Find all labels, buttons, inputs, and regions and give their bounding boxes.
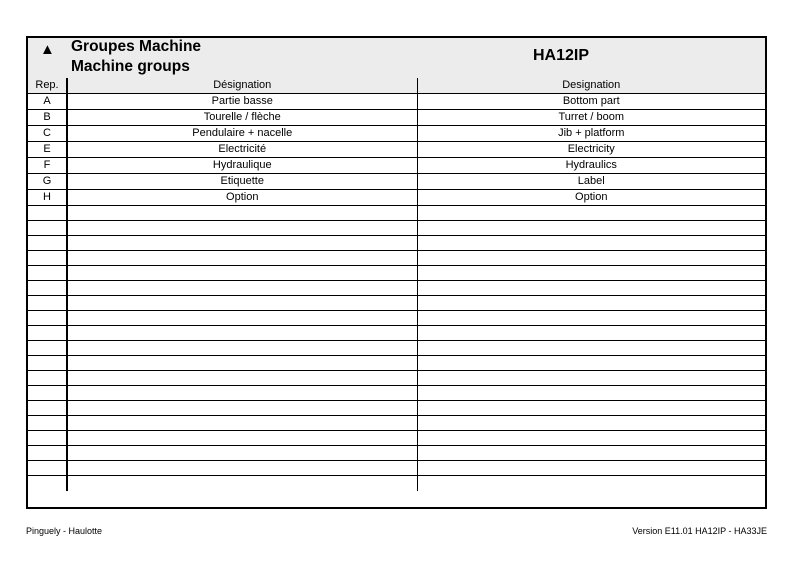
cell-rep: H xyxy=(28,190,67,206)
empty-cell xyxy=(28,416,67,431)
empty-cell xyxy=(417,251,765,266)
empty-cell xyxy=(67,236,417,251)
empty-cell xyxy=(28,266,67,281)
table-row-empty xyxy=(28,251,765,266)
table-row xyxy=(28,190,765,206)
empty-cell xyxy=(417,431,765,446)
empty-cell xyxy=(417,236,765,251)
empty-cell xyxy=(417,221,765,236)
empty-cell xyxy=(417,401,765,416)
cell-designation-en: Turret / boom xyxy=(417,110,765,126)
cell-rep: A xyxy=(28,94,67,110)
table-row-empty xyxy=(28,326,765,341)
table-row-empty xyxy=(28,311,765,326)
empty-cell xyxy=(67,476,417,491)
empty-cell xyxy=(28,461,67,476)
empty-cell xyxy=(28,311,67,326)
table-row xyxy=(28,126,765,142)
empty-cell xyxy=(417,356,765,371)
table-row-empty xyxy=(28,476,765,491)
sheet-header xyxy=(28,38,765,79)
empty-cell xyxy=(28,341,67,356)
cell-designation-en: Bottom part xyxy=(417,94,765,110)
cell-rep: E xyxy=(28,142,67,158)
title-french: Groupes Machine xyxy=(71,38,202,55)
cell-designation-fr: Hydraulique xyxy=(67,158,417,174)
cell-designation-en: Hydraulics xyxy=(417,158,765,174)
table-row xyxy=(28,158,765,174)
table-row xyxy=(28,94,765,110)
empty-cell xyxy=(67,341,417,356)
empty-cell xyxy=(67,386,417,401)
table-row-empty xyxy=(28,446,765,461)
empty-cell xyxy=(67,221,417,236)
empty-cell xyxy=(67,281,417,296)
empty-cell xyxy=(67,326,417,341)
empty-cell xyxy=(417,476,765,491)
table-row xyxy=(28,142,765,158)
empty-cell xyxy=(28,281,67,296)
empty-cell xyxy=(67,266,417,281)
table-row-empty xyxy=(28,461,765,476)
cell-rep: G xyxy=(28,174,67,190)
cell-rep: F xyxy=(28,158,67,174)
empty-cell xyxy=(67,371,417,386)
column-header-designation-en: Designation xyxy=(417,78,765,94)
table-body xyxy=(28,94,765,491)
table-row-empty xyxy=(28,341,765,356)
empty-cell xyxy=(67,296,417,311)
empty-cell xyxy=(67,311,417,326)
table-row-empty xyxy=(28,266,765,281)
empty-cell xyxy=(67,251,417,266)
table-row xyxy=(28,174,765,190)
empty-cell xyxy=(417,341,765,356)
table-row-empty xyxy=(28,431,765,446)
empty-cell xyxy=(417,386,765,401)
empty-cell xyxy=(67,446,417,461)
empty-cell xyxy=(28,446,67,461)
table-row-empty xyxy=(28,206,765,221)
cell-designation-en: Label xyxy=(417,174,765,190)
empty-cell xyxy=(28,221,67,236)
empty-cell xyxy=(67,461,417,476)
empty-cell xyxy=(67,431,417,446)
table-row-empty xyxy=(28,356,765,371)
empty-cell xyxy=(28,401,67,416)
empty-cell xyxy=(417,461,765,476)
cell-designation-en: Jib + platform xyxy=(417,126,765,142)
empty-cell xyxy=(417,281,765,296)
parts-sheet xyxy=(26,36,767,509)
empty-cell xyxy=(417,296,765,311)
table-row-empty xyxy=(28,281,765,296)
cell-designation-fr: Pendulaire + nacelle xyxy=(67,126,417,142)
column-header-rep: Rep. xyxy=(28,78,67,94)
model-code: HA12IP xyxy=(533,47,590,64)
table-row-empty xyxy=(28,221,765,236)
column-header-designation-fr: Désignation xyxy=(67,78,417,94)
empty-cell xyxy=(417,446,765,461)
cell-rep: C xyxy=(28,126,67,142)
empty-cell xyxy=(417,371,765,386)
empty-cell xyxy=(417,266,765,281)
table-row xyxy=(28,110,765,126)
empty-cell xyxy=(28,296,67,311)
empty-cell xyxy=(417,416,765,431)
cell-designation-en: Option xyxy=(417,190,765,206)
empty-cell xyxy=(28,251,67,266)
empty-cell xyxy=(28,476,67,491)
empty-cell xyxy=(67,401,417,416)
empty-cell xyxy=(67,356,417,371)
empty-cell xyxy=(28,386,67,401)
table-row-empty xyxy=(28,236,765,251)
empty-cell xyxy=(28,371,67,386)
machine-groups-table xyxy=(28,78,765,491)
table-row-empty xyxy=(28,296,765,311)
cell-rep: B xyxy=(28,110,67,126)
table-row-empty xyxy=(28,371,765,386)
title-english: Machine groups xyxy=(71,58,190,75)
table-header-row xyxy=(28,78,765,94)
cell-designation-fr: Option xyxy=(67,190,417,206)
empty-cell xyxy=(28,431,67,446)
empty-cell xyxy=(28,236,67,251)
empty-cell xyxy=(28,356,67,371)
cell-designation-fr: Etiquette xyxy=(67,174,417,190)
empty-cell xyxy=(67,206,417,221)
empty-cell xyxy=(67,416,417,431)
table-row-empty xyxy=(28,401,765,416)
empty-cell xyxy=(417,311,765,326)
table-row-empty xyxy=(28,386,765,401)
empty-cell xyxy=(28,206,67,221)
cell-designation-fr: Electricité xyxy=(67,142,417,158)
footer-version: Version E11.01 HA12IP - HA33JE xyxy=(632,526,767,536)
cell-designation-fr: Partie basse xyxy=(67,94,417,110)
footer-company: Pinguely - Haulotte xyxy=(26,526,103,536)
empty-cell xyxy=(417,206,765,221)
empty-cell xyxy=(28,326,67,341)
cell-designation-en: Electricity xyxy=(417,142,765,158)
triangle-icon: ▲ xyxy=(40,41,55,58)
table-row-empty xyxy=(28,416,765,431)
cell-designation-fr: Tourelle / flèche xyxy=(67,110,417,126)
empty-cell xyxy=(417,326,765,341)
